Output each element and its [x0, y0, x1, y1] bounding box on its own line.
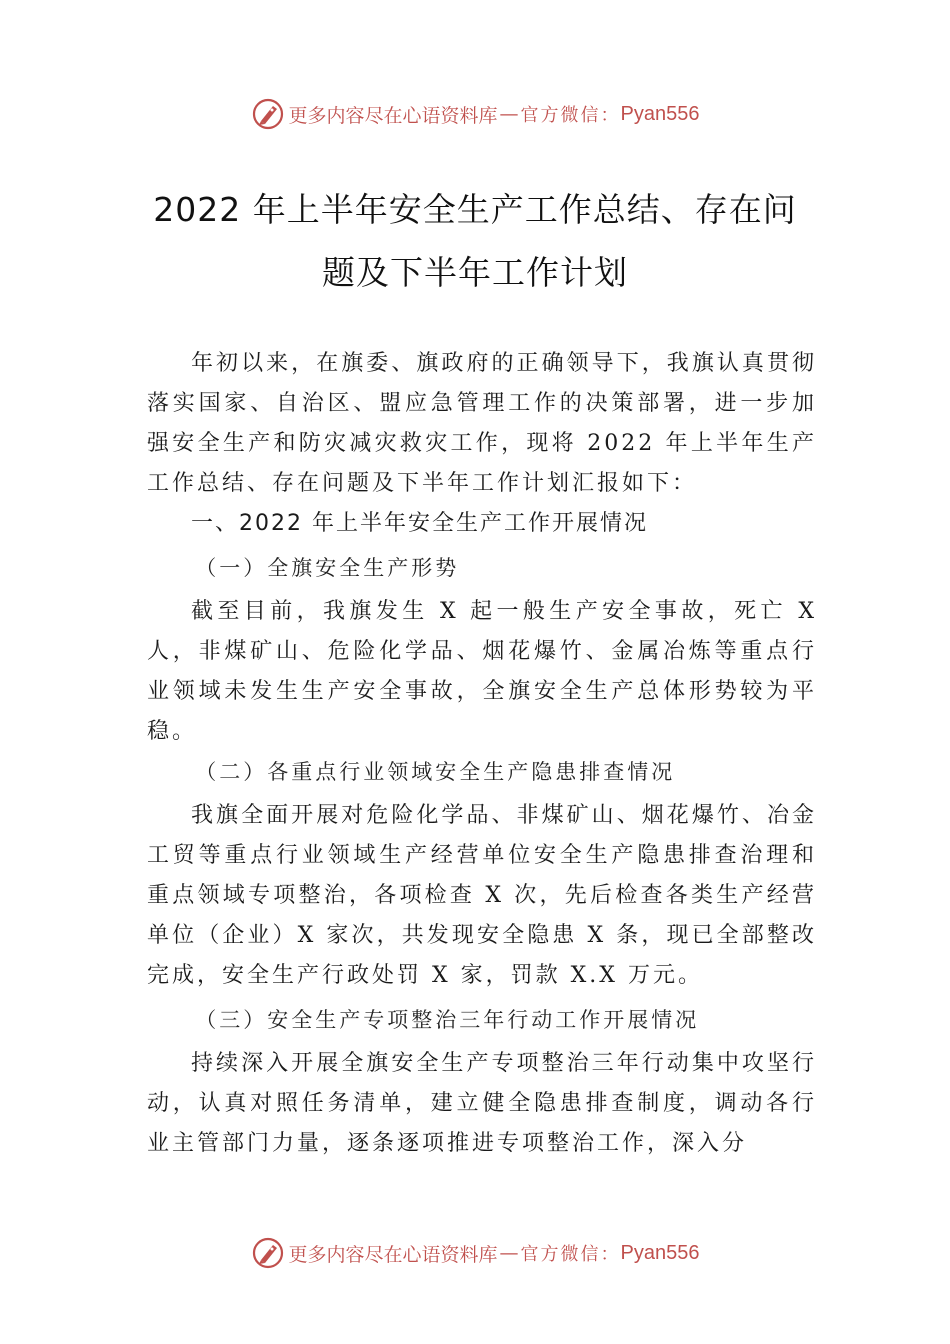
document-title	[140, 178, 810, 304]
subsection-3-paragraph: 持续深入开展全旗安全生产专项整治三年行动集中攻坚行动，认真对照任务清单，建立健全隐患排查制度，调动各行业主管部门力量，逐条逐项推进专项整治工作，深入分	[147, 1051, 817, 1156]
subsection-2-paragraph: 我旗全面开展对危险化学品、非煤矿山、烟花爆竹、冶金工贸等重点行业领域生产经营单位安全生产隐患排查治理和重点领域专项整治，各项检查 X 次，先后检查各类生产经营单位（企业）X 家次，共发现安全隐患 X 条，现已全部整改完成，安全生产行政处罚 X 家，罚款 X.X 万元。	[147, 803, 817, 988]
title-line-1: 2022 年上半年安全生产工作总结、存在问	[153, 190, 797, 229]
banner-wechat-label: 官方微信：	[520, 1244, 621, 1265]
subsection-1-paragraph: 截至目前，我旗发生 X 起一般生产安全事故，死亡 X 人，非煤矿山、危险化学品、烟花爆竹、金属冶炼等重点行业领域未发生生产安全事故，全旗安全生产总体形势较为平稳。	[147, 599, 817, 744]
pen-nib-logo-icon	[251, 1236, 285, 1270]
title-line-2: 题及下半年工作计划	[322, 253, 628, 292]
subsection-heading-2: （二）各重点行业领域安全生产隐患排查情况	[195, 760, 676, 784]
banner-brand-text: 更多内容尽在心语资料库	[288, 1243, 498, 1266]
banner-dash: —	[499, 1242, 519, 1264]
intro-paragraph: 年初以来，在旗委、旗政府的正确领导下，我旗认真贯彻落实国家、自治区、盟应急管理工作的决策部署，进一步加强安全生产和防灾减灾救灾工作，现将 2022 年上半年生产工作总结、存在问题及下半年工作计划汇报如下：	[147, 351, 817, 496]
banner-dash: —	[499, 103, 519, 125]
document-body	[147, 344, 817, 1164]
pen-nib-logo-icon	[251, 97, 285, 131]
banner-wechat-id: Pyan556	[620, 1241, 700, 1264]
subsection-heading-1: （一）全旗安全生产形势	[195, 556, 460, 580]
banner-wechat-id: Pyan556	[620, 102, 700, 125]
subsection-heading-3: （三）安全生产专项整治三年行动工作开展情况	[195, 1008, 700, 1032]
banner-wechat-label: 官方微信：	[520, 105, 621, 126]
section-heading-1: 一、2022 年上半年安全生产工作开展情况	[191, 511, 648, 536]
banner-brand-text: 更多内容尽在心语资料库	[288, 104, 498, 127]
header-banner	[0, 94, 950, 134]
footer-banner	[0, 1233, 950, 1273]
